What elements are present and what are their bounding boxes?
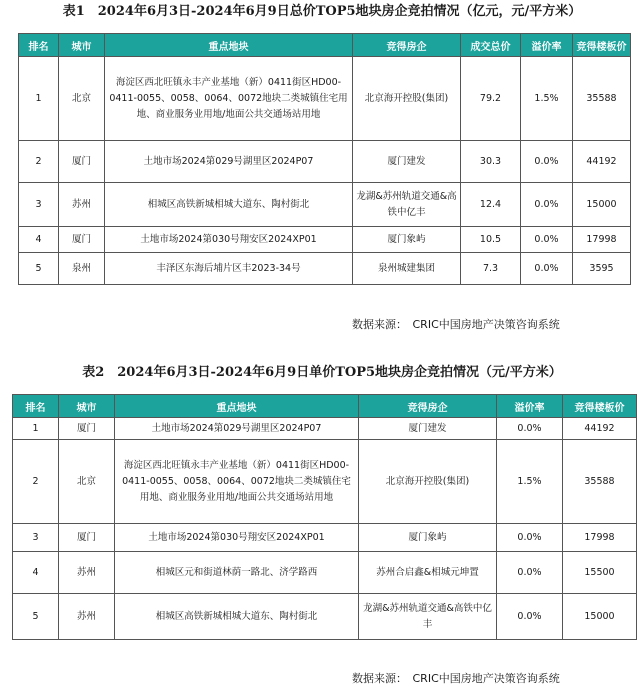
city-cell: 苏州 bbox=[59, 552, 115, 594]
floor-price-cell: 44192 bbox=[573, 141, 631, 183]
premium-cell: 0.0% bbox=[521, 253, 573, 285]
floor-price-cell: 35588 bbox=[563, 440, 637, 524]
city-cell: 厦门 bbox=[59, 418, 115, 440]
floor-price-cell: 15500 bbox=[563, 552, 637, 594]
floor-price-cell: 15000 bbox=[563, 594, 637, 640]
header-rank: 排名 bbox=[13, 395, 59, 418]
parcel-cell: 土地市场2024第030号翔安区2024XP01 bbox=[115, 524, 359, 552]
table1-header-row bbox=[19, 34, 631, 57]
city-cell: 苏州 bbox=[59, 594, 115, 640]
city-cell: 苏州 bbox=[59, 183, 105, 227]
developer-cell: 厦门象屿 bbox=[359, 524, 497, 552]
developer-cell: 厦门建发 bbox=[353, 141, 461, 183]
rank-cell: 2 bbox=[13, 440, 59, 524]
table2-data-source: 数据来源： CRIC中国房地产决策咨询系统 bbox=[352, 672, 560, 685]
table2-header-row bbox=[13, 395, 637, 418]
premium-cell: 0.0% bbox=[497, 524, 563, 552]
rank-cell: 3 bbox=[13, 524, 59, 552]
header-premium-rate: 溢价率 bbox=[521, 34, 573, 57]
header-parcel: 重点地块 bbox=[105, 34, 353, 57]
header-city: 城市 bbox=[59, 395, 115, 418]
table-row bbox=[13, 594, 637, 640]
city-cell: 北京 bbox=[59, 57, 105, 141]
table-row bbox=[19, 141, 631, 183]
header-developer: 竞得房企 bbox=[353, 34, 461, 57]
premium-cell: 0.0% bbox=[521, 183, 573, 227]
table-row bbox=[19, 183, 631, 227]
developer-cell: 泉州城建集团 bbox=[353, 253, 461, 285]
header-developer: 竞得房企 bbox=[359, 395, 497, 418]
rank-cell: 5 bbox=[13, 594, 59, 640]
premium-cell: 0.0% bbox=[497, 552, 563, 594]
parcel-cell: 海淀区西北旺镇永丰产业基地（新）0411街区HD00-0411-0055、0058、0064、0072地块二类城镇住宅用地、商业服务业用地/地面公共交通场站用地 bbox=[105, 57, 353, 141]
city-cell: 厦门 bbox=[59, 141, 105, 183]
table2-caption: 表2 2024年6月3日-2024年6月9日单价TOP5地块房企竞拍情况（元/平方米） bbox=[82, 365, 562, 380]
parcel-cell: 丰泽区东海后埔片区丰2023-34号 bbox=[105, 253, 353, 285]
developer-cell: 苏州合启鑫&相城元坤置 bbox=[359, 552, 497, 594]
header-premium-rate: 溢价率 bbox=[497, 395, 563, 418]
premium-cell: 0.0% bbox=[521, 227, 573, 253]
premium-cell: 1.5% bbox=[497, 440, 563, 524]
table-row bbox=[13, 440, 637, 524]
floor-price-cell: 3595 bbox=[573, 253, 631, 285]
floor-price-cell: 44192 bbox=[563, 418, 637, 440]
total-price-cell: 7.3 bbox=[461, 253, 521, 285]
rank-cell: 3 bbox=[19, 183, 59, 227]
developer-cell: 龙湖&苏州轨道交通&高铁中亿丰 bbox=[359, 594, 497, 640]
rank-cell: 2 bbox=[19, 141, 59, 183]
floor-price-cell: 35588 bbox=[573, 57, 631, 141]
total-price-cell: 10.5 bbox=[461, 227, 521, 253]
header-parcel: 重点地块 bbox=[115, 395, 359, 418]
floor-price-cell: 15000 bbox=[573, 183, 631, 227]
table-row bbox=[19, 227, 631, 253]
header-rank: 排名 bbox=[19, 34, 59, 57]
total-price-cell: 12.4 bbox=[461, 183, 521, 227]
header-total-price: 成交总价 bbox=[461, 34, 521, 57]
table1-caption: 表1 2024年6月3日-2024年6月9日总价TOP5地块房企竞拍情况（亿元，元/平方米） bbox=[62, 4, 582, 19]
developer-cell: 龙湖&苏州轨道交通&高铁中亿丰 bbox=[353, 183, 461, 227]
premium-cell: 0.0% bbox=[521, 141, 573, 183]
parcel-cell: 相城区元和街道林荫一路北、济学路西 bbox=[115, 552, 359, 594]
premium-cell: 1.5% bbox=[521, 57, 573, 141]
rank-cell: 1 bbox=[19, 57, 59, 141]
premium-cell: 0.0% bbox=[497, 418, 563, 440]
total-price-cell: 30.3 bbox=[461, 141, 521, 183]
total-price-cell: 79.2 bbox=[461, 57, 521, 141]
table-row bbox=[13, 552, 637, 594]
developer-cell: 厦门象屿 bbox=[353, 227, 461, 253]
unit-price-top5-table bbox=[12, 394, 637, 640]
city-cell: 厦门 bbox=[59, 524, 115, 552]
developer-cell: 北京海开控股(集团) bbox=[353, 57, 461, 141]
rank-cell: 4 bbox=[19, 227, 59, 253]
city-cell: 北京 bbox=[59, 440, 115, 524]
header-floor-price: 竞得楼板价 bbox=[573, 34, 631, 57]
table-row bbox=[13, 418, 637, 440]
parcel-cell: 相城区高铁新城相城大道东、陶村街北 bbox=[105, 183, 353, 227]
floor-price-cell: 17998 bbox=[563, 524, 637, 552]
developer-cell: 厦门建发 bbox=[359, 418, 497, 440]
parcel-cell: 海淀区西北旺镇永丰产业基地（新）0411街区HD00-0411-0055、0058、0064、0072地块二类城镇住宅用地、商业服务业用地/地面公共交通场站用地 bbox=[115, 440, 359, 524]
total-price-top5-table bbox=[18, 33, 631, 285]
table-row bbox=[13, 524, 637, 552]
rank-cell: 4 bbox=[13, 552, 59, 594]
table1-data-source: 数据来源： CRIC中国房地产决策咨询系统 bbox=[352, 318, 560, 331]
rank-cell: 5 bbox=[19, 253, 59, 285]
header-floor-price: 竞得楼板价 bbox=[563, 395, 637, 418]
parcel-cell: 相城区高铁新城相城大道东、陶村街北 bbox=[115, 594, 359, 640]
city-cell: 厦门 bbox=[59, 227, 105, 253]
city-cell: 泉州 bbox=[59, 253, 105, 285]
parcel-cell: 土地市场2024第029号湖里区2024P07 bbox=[115, 418, 359, 440]
rank-cell: 1 bbox=[13, 418, 59, 440]
parcel-cell: 土地市场2024第029号湖里区2024P07 bbox=[105, 141, 353, 183]
table-row bbox=[19, 57, 631, 141]
developer-cell: 北京海开控股(集团) bbox=[359, 440, 497, 524]
header-city: 城市 bbox=[59, 34, 105, 57]
table-row bbox=[19, 253, 631, 285]
floor-price-cell: 17998 bbox=[573, 227, 631, 253]
parcel-cell: 土地市场2024第030号翔安区2024XP01 bbox=[105, 227, 353, 253]
premium-cell: 0.0% bbox=[497, 594, 563, 640]
